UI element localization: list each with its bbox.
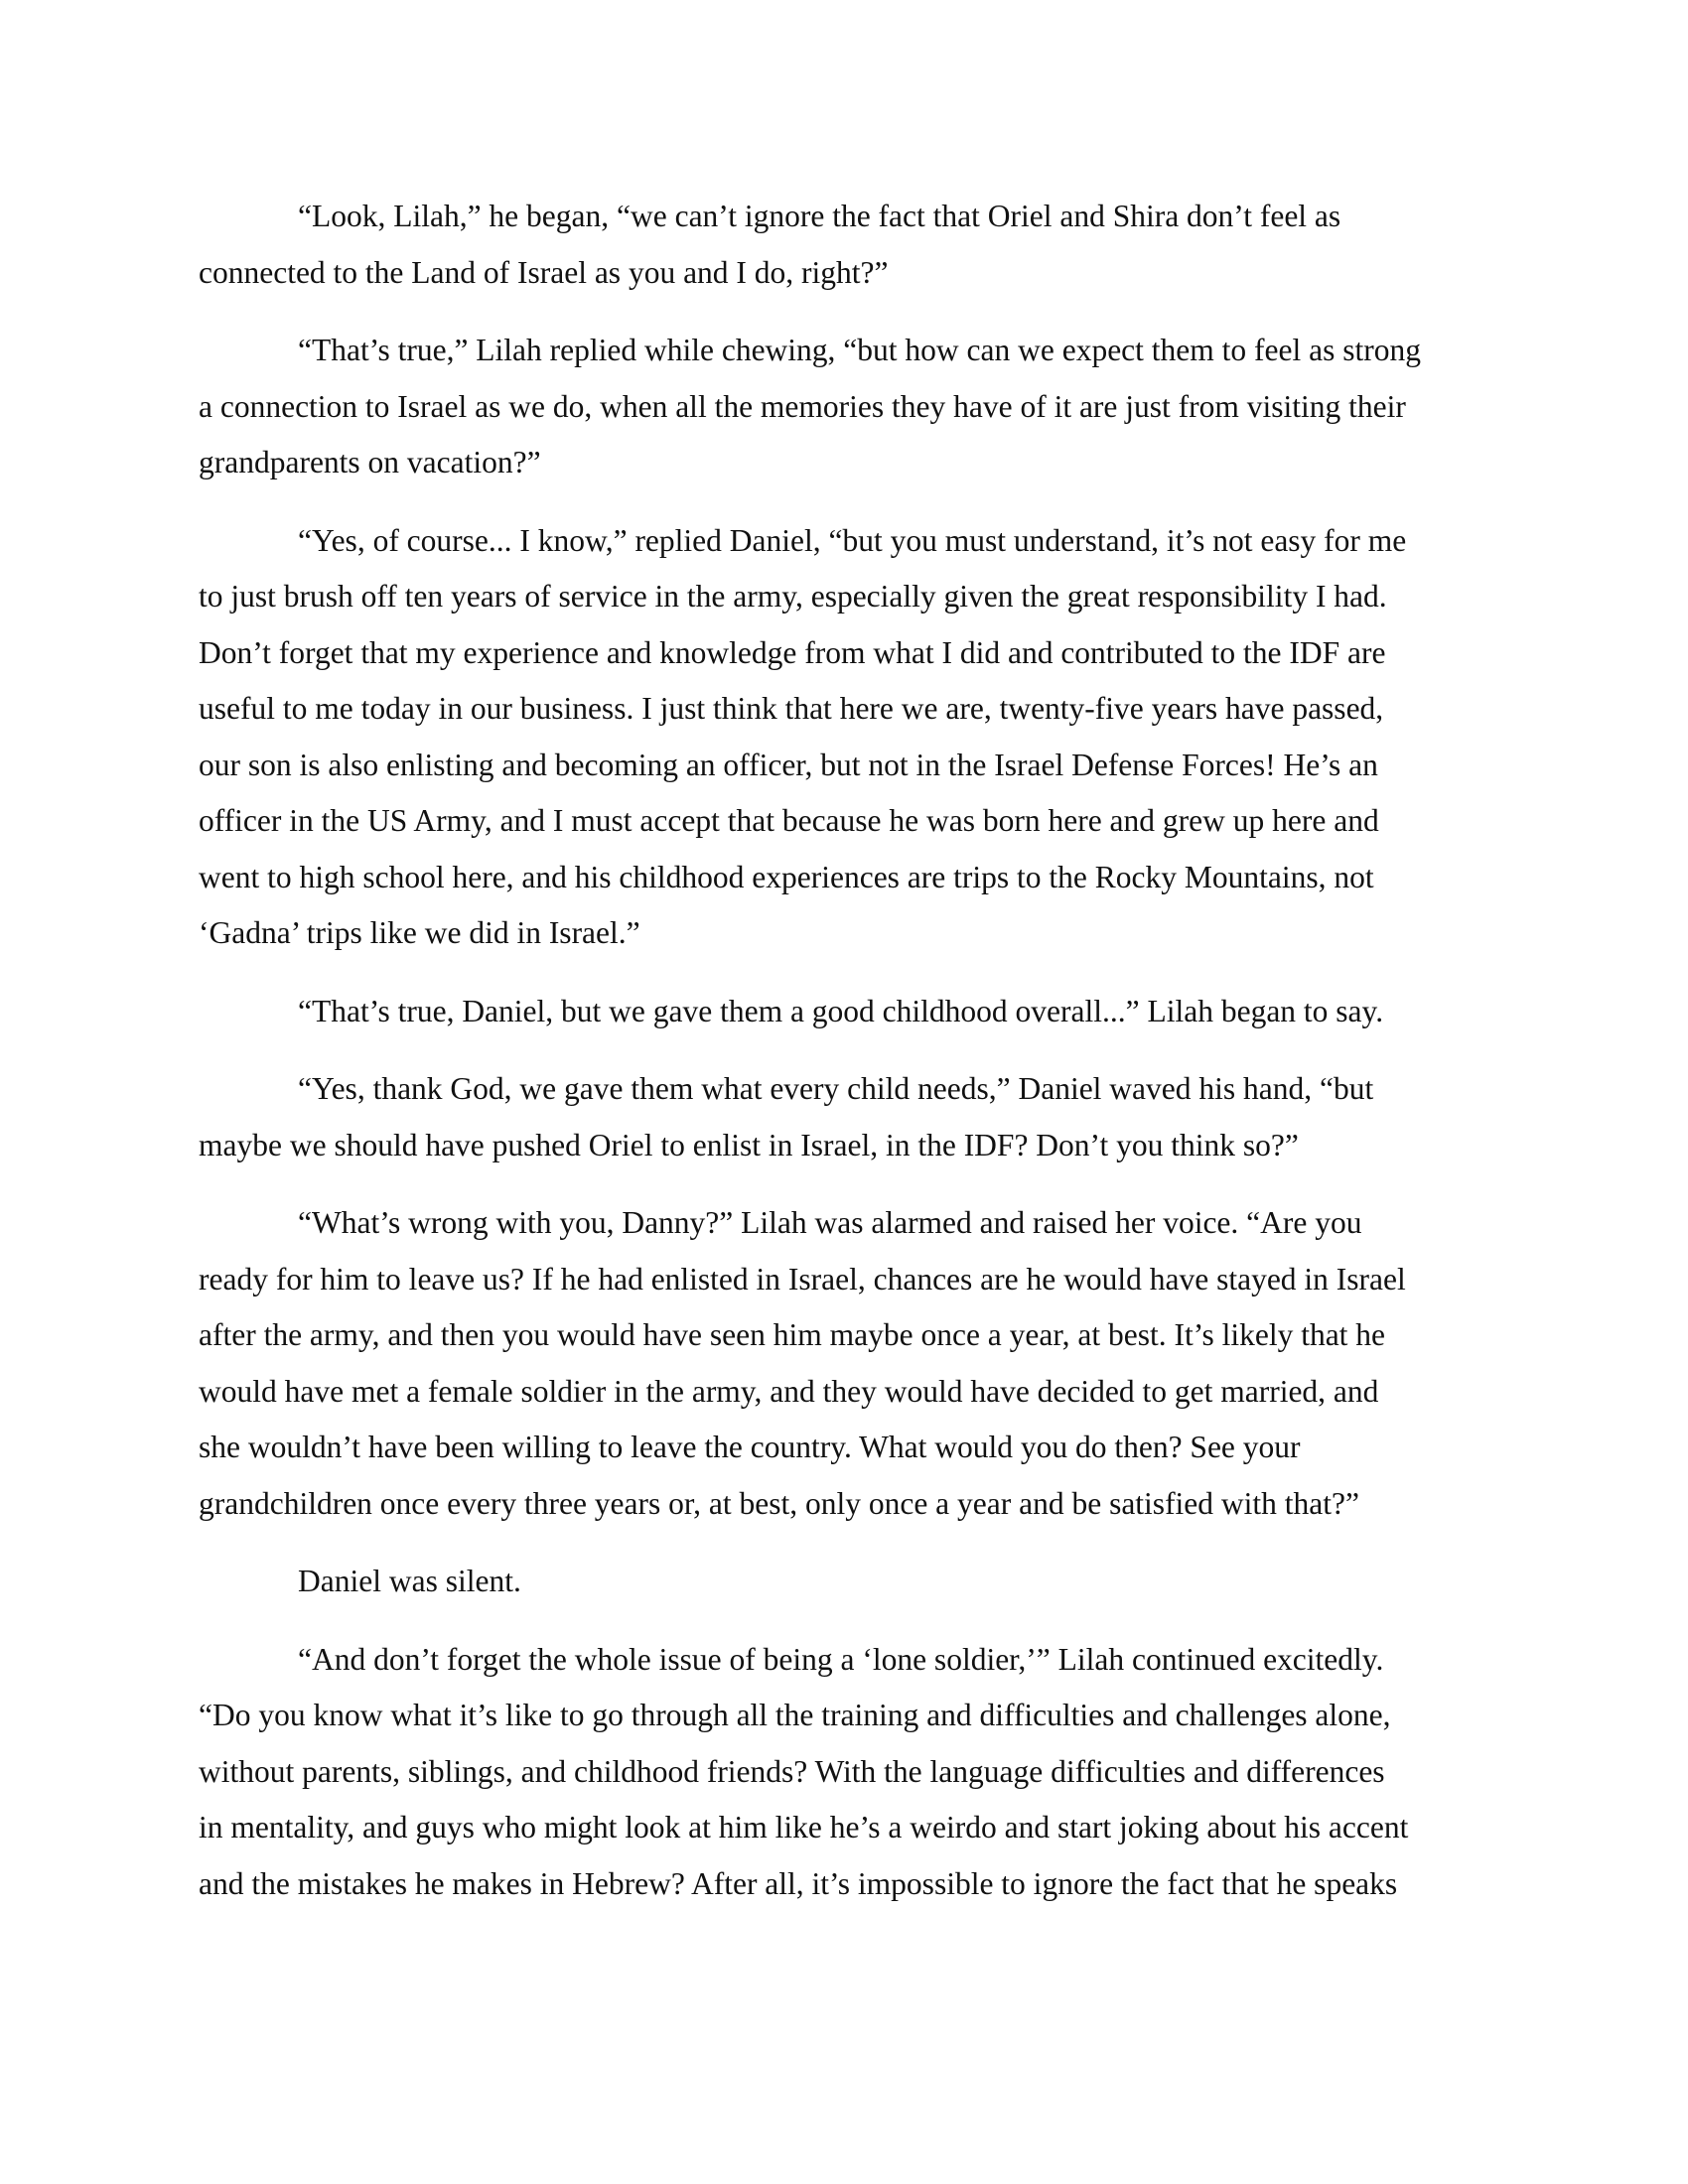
text-line: “That’s true,” Lilah replied while chewing, “but how can we expect them to feel as strong	[298, 333, 1421, 367]
text-line: maybe we should have pushed Oriel to enlist in Israel, in the IDF? Don’t you think so?”	[199, 1127, 1299, 1162]
text-line: grandchildren once every three years or, at best, only once a year and be satisfied with that?”	[199, 1485, 1359, 1521]
text-line: Don’t forget that my experience and knowledge from what I did and contributed to the IDF are	[199, 634, 1386, 670]
text-line: she wouldn’t have been willing to leave the country. What would you do then? See your	[199, 1430, 1301, 1464]
text-line: ‘Gadna’ trips like we did in Israel.”	[199, 915, 640, 950]
text-line: and the mistakes he makes in Hebrew? After all, it’s impossible to ignore the fact that he speaks	[199, 1865, 1398, 1901]
paragraph	[199, 323, 1489, 491]
paragraph	[199, 513, 1489, 962]
text-line: would have met a female soldier in the army, and they would have decided to get married, and	[199, 1373, 1379, 1409]
text-line: after the army, and then you would have seen him maybe once a year, at best. It’s likely that he	[199, 1317, 1386, 1352]
text-line: officer in the US Army, and I must accept that because he was born here and grew up here and	[199, 803, 1379, 838]
text-line: to just brush off ten years of service in the army, especially given the great responsibility I had.	[199, 579, 1387, 614]
text-line: useful to me today in our business. I just think that here we are, twenty-five years have passed,	[199, 691, 1384, 726]
text-line: ready for him to leave us? If he had enlisted in Israel, chances are he would have stayed in Israel	[199, 1261, 1406, 1297]
text-line: went to high school here, and his childhood experiences are trips to the Rocky Mountains, not	[199, 859, 1374, 894]
paragraph	[199, 1195, 1489, 1532]
text-line: “Yes, of course... I know,” replied Daniel, “but you must understand, it’s not easy for me	[298, 522, 1407, 558]
text-line: “Yes, thank God, we gave them what every child needs,” Daniel waved his hand, “but	[298, 1071, 1374, 1106]
text-line: a connection to Israel as we do, when all the memories they have of it are just from visiting their	[199, 388, 1406, 424]
text-line: “And don’t forget the whole issue of being a ‘lone soldier,’” Lilah continued excitedly.	[298, 1641, 1384, 1677]
text-line: “Look, Lilah,” he began, “we can’t ignore the fact that Oriel and Shira don’t feel as	[298, 199, 1341, 233]
text-line: grandparents on vacation?”	[199, 445, 541, 479]
text-line: “That’s true, Daniel, but we gave them a good childhood overall...” Lilah began to say.	[298, 993, 1384, 1028]
text-line: connected to the Land of Israel as you and I do, right?”	[199, 254, 889, 290]
text-line: without parents, siblings, and childhood friends? With the language difficulties and differences	[199, 1753, 1385, 1789]
text-line: Daniel was silent.	[298, 1564, 521, 1598]
text-line: in mentality, and guys who might look at him like he’s a weirdo and start joking about his accent	[199, 1810, 1409, 1844]
paragraph	[199, 189, 1489, 301]
paragraph	[199, 1554, 1489, 1610]
text-line: our son is also enlisting and becoming an officer, but not in the Israel Defense Forces! He’s an	[199, 747, 1378, 782]
paragraph	[199, 984, 1489, 1040]
text-line: “What’s wrong with you, Danny?” Lilah was alarmed and raised her voice. “Are you	[298, 1205, 1362, 1240]
paragraph	[199, 1632, 1489, 1913]
paragraph	[199, 1061, 1489, 1173]
document-page	[199, 189, 1489, 1934]
text-line: “Do you know what it’s like to go through all the training and difficulties and challenges alone,	[199, 1698, 1391, 1732]
